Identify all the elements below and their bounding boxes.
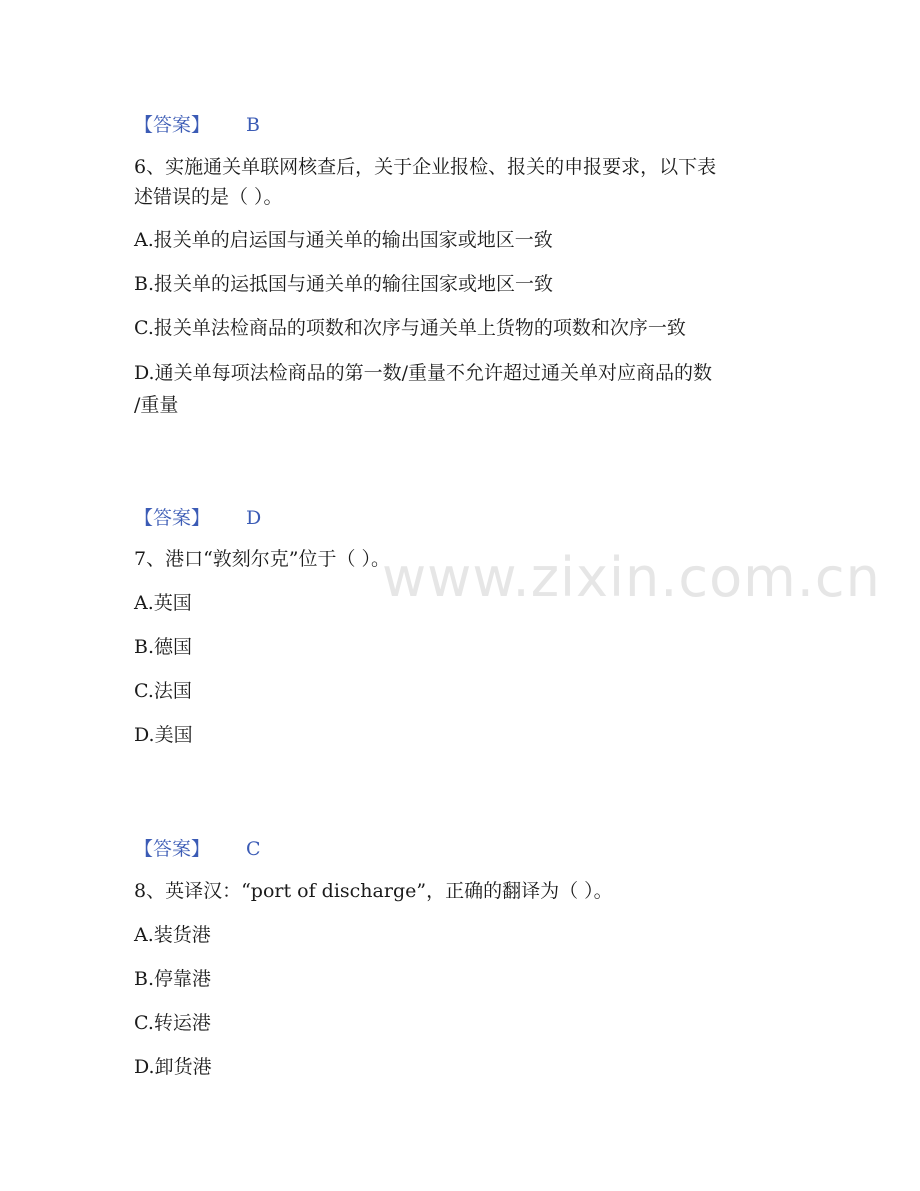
question-6-option-a: A.报关单的启运国与通关单的输出国家或地区一致: [134, 229, 553, 251]
answer-value: D: [246, 507, 262, 529]
question-8-option-d: D.卸货港: [134, 1056, 212, 1078]
question-6-text-cont: 述错误的是（ ）。: [134, 186, 283, 208]
question-6-text: 6、实施通关单联网核查后，关于企业报检、报关的申报要求，以下表: [134, 156, 717, 178]
answer-line: [134, 110, 260, 137]
question-6-option-c: C.报关单法检商品的项数和次序与通关单上货物的项数和次序一致: [134, 317, 686, 339]
question-7-option-c: C.法国: [134, 680, 192, 702]
answer-label: 【答案】: [134, 114, 211, 136]
question-6-option-b: B.报关单的运抵国与通关单的输往国家或地区一致: [134, 273, 554, 295]
question-6-option-d-cont: /重量: [134, 394, 179, 416]
answer-label: 【答案】: [134, 838, 211, 860]
question-7-option-b: B.德国: [134, 636, 193, 658]
question-8-option-b: B.停靠港: [134, 968, 212, 990]
answer-value: C: [246, 838, 261, 860]
watermark: www.zixin.com.cn: [382, 546, 881, 609]
question-7-text: 7、港口“敦刻尔克”位于（ ）。: [134, 548, 391, 570]
answer-value: B: [246, 114, 260, 136]
question-8-option-a: A.装货港: [134, 924, 211, 946]
answer-label: 【答案】: [134, 507, 211, 529]
answer-line: [134, 834, 261, 861]
question-6-option-d: D.通关单每项法检商品的第一数/重量不允许超过通关单对应商品的数: [134, 362, 712, 384]
question-8-text: 8、英译汉：“port of discharge”，正确的翻译为（ ）。: [134, 880, 613, 902]
question-7-option-a: A.英国: [134, 592, 192, 614]
answer-line: [134, 503, 261, 530]
question-8-option-c: C.转运港: [134, 1012, 211, 1034]
question-7-option-d: D.美国: [134, 724, 193, 746]
